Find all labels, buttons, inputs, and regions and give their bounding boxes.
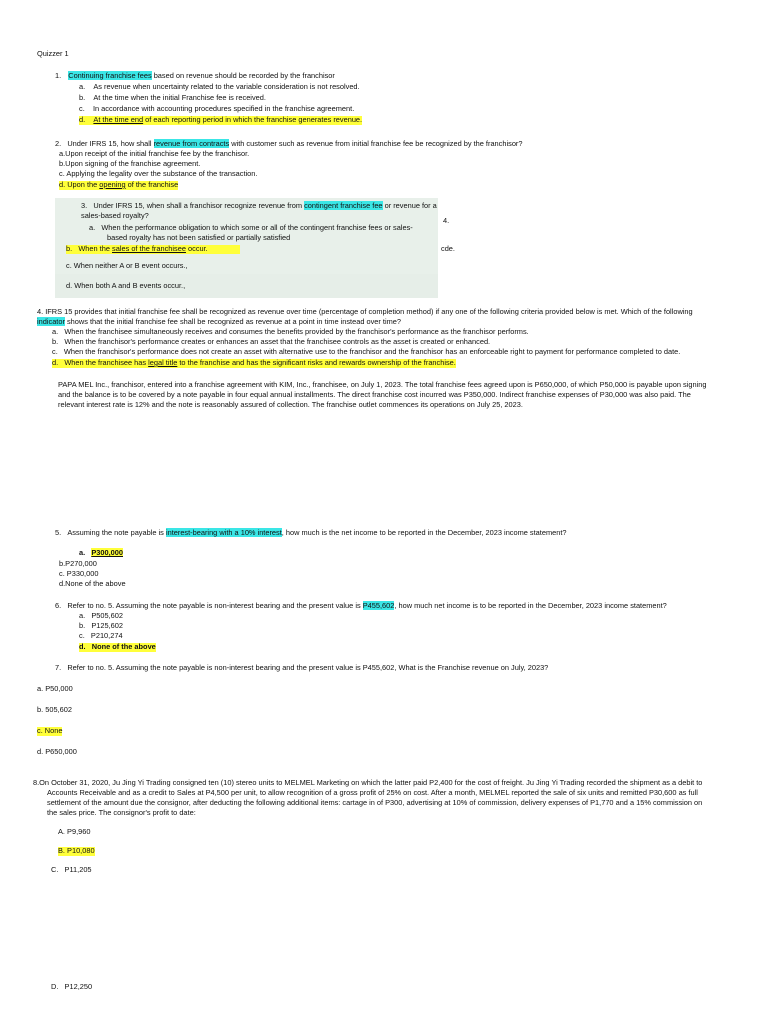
q8-stem-line1: 8.On October 31, 2020, Ju Jing Yi Trading consigned ten (10) stereo units to MELMEL Marketing on which the latter paid P2,400 for the cost of freight. Ju Jing Yi Trading recorded the shipment as a debit to	[33, 778, 703, 787]
q6-option-c: c. P210,274	[79, 631, 123, 640]
q7-stem: 7. Refer to no. 5. Assuming the note payable is non-interest bearing and the present value is P455,602, What is the Franchise revenue on July, 2023?	[55, 663, 549, 672]
document-title: Quizzer 1	[37, 49, 69, 58]
q4-stem-line1: 4. IFRS 15 provides that initial franchise fee shall be recognized as revenue over time (percentage of completion method) if any one of the following criteria provided below is met. Which of the following	[37, 307, 693, 316]
case-paragraph-line3: relevant interest rate is 12% and the note is reasonably assured of collection. The franchise outlet commences its operations on July 25, 2023.	[58, 400, 523, 409]
q3-option-a-line2: based royalty has not been satisfied or partially satisfied	[107, 233, 291, 242]
q2-highlight: revenue from contracts	[153, 139, 230, 148]
q2-option-d-underlined: opening	[99, 180, 126, 189]
q4-option-d-pre: d. When the franchisee has	[52, 358, 149, 367]
q2-option-d-post: of the franchise	[125, 180, 179, 189]
q4-option-d-post: to the franchise and has the significant risks and rewards ownership of the franchise.	[177, 358, 456, 367]
q8-option-b: B. P10,080	[58, 846, 95, 855]
q8-stem-line4: the sales price. The consignor's profit to date:	[47, 808, 196, 817]
q3-option-d: d. When both A and B events occur.,	[66, 281, 186, 290]
q3-stem-pre: 3. Under IFRS 15, when shall a franchisor recognize revenue from	[81, 201, 305, 210]
q5-stem	[55, 529, 567, 538]
case-paragraph-line2: and the balance is to be covered by a note payable in four equal annual installments. The direct franchise cost incurred was P350,000. Indirect franchise expenses of P30,000 was also paid. The	[58, 390, 691, 399]
q2-stem-pre: 2. Under IFRS 15, how shall	[55, 139, 154, 148]
q4-option-b: b. When the franchisor's performance creates or enhances an asset that the franchisee controls as the asset is created or enhanced.	[52, 337, 491, 346]
q4-option-a: a. When the franchisee simultaneously receives and consumes the benefits provided by the franchisor's performance as the franchisor performs.	[52, 327, 529, 336]
q2-stem	[55, 140, 523, 149]
q6-option-a: a. P505,602	[79, 611, 123, 620]
q1-option-d-letter: d.	[79, 115, 94, 124]
q4-stem-line2-rest: shows that the initial franchise fee shall be recognized as revenue at a point in time instead over time?	[64, 317, 401, 326]
q3-option-a-line1: a. When the performance obligation to which some or all of the contingent franchise fees or sales-	[89, 223, 413, 232]
q5-stem-pre: 5. Assuming the note payable is	[55, 528, 166, 537]
q2-option-d-pre: d. Upon the	[59, 180, 100, 189]
q6-highlight: P455,602	[362, 601, 395, 610]
q4-option-d-underlined: legal title	[148, 358, 178, 367]
q5-stem-post: , how much is the net income to be reported in the December, 2023 income statement?	[281, 528, 567, 537]
q3-stem-line2: sales-based royalty?	[81, 211, 149, 220]
q3-side-fragment-1: 4.	[443, 216, 450, 225]
q8-option-d: D. P12,250	[51, 982, 93, 991]
q2-option-c: c. Applying the legality over the substance of the transaction.	[59, 169, 258, 178]
q3-option-b-underlined: sales of the franchisee	[112, 244, 186, 253]
q2-option-a: a.Upon receipt of the initial franchise fee by the franchisor.	[59, 149, 250, 158]
q1-option-a: a. As revenue when uncertainty related to the variable consideration is not resolved.	[79, 82, 360, 91]
q1-stem-rest: based on revenue should be recorded by the franchisor	[151, 71, 335, 80]
q7-option-d: d. P650,000	[37, 747, 77, 756]
q6-stem	[55, 602, 667, 611]
case-paragraph-line1: PAPA MEL Inc., franchisor, entered into a franchise agreement with KIM, Inc., franchisee, on July 1, 2023. The total franchise fees agreed upon is P650,000, of which P50,000 is payable upon signing	[58, 380, 707, 389]
q3-highlight: contingent franchise fee	[304, 201, 383, 210]
q4-option-c: c. When the franchisor's performance does not create an asset with alternative use to the franchisor and the franchisor has an enforceable right to payment for performance completed to date.	[52, 347, 681, 356]
q8-stem-line2: Accounts Receivable and as a credit to Sales at P4,500 per unit, to allow recognition of a gross profit of 25% on cost. After a month, MELMEL reported the sale of six units and remitted P30,600 as full	[47, 788, 698, 797]
q5-option-a-letter: a.	[79, 548, 92, 557]
q5-option-b: b.P270,000	[59, 559, 97, 568]
q4-option-d	[52, 359, 456, 368]
q2-stem-post: with customer such as revenue from initial franchise fee be recognized by the franchisor?	[229, 139, 523, 148]
q1-option-d-underlined: At the time end	[93, 115, 144, 124]
q5-option-d: d.None of the above	[59, 579, 126, 588]
q3-stem	[81, 202, 437, 211]
q6-stem-pre: 6. Refer to no. 5. Assuming the note payable is non-interest bearing and the present value is	[55, 601, 363, 610]
q3-side-fragment-2: cde.	[441, 244, 455, 253]
q3-option-b-pre: b. When the	[66, 244, 113, 253]
q1-option-d	[79, 116, 362, 125]
q3-option-b-post: occur.	[185, 244, 208, 253]
q1-number: 1.	[55, 71, 62, 80]
q1-highlight: Continuing franchise fees	[68, 71, 152, 80]
q3-option-c: c. When neither A or B event occurs.,	[66, 261, 188, 270]
q5-option-a-highlight: P300,000	[91, 548, 123, 557]
q1-option-c: c. In accordance with accounting procedures specified in the franchise agreement.	[79, 104, 355, 113]
q3-stem-post: or revenue for a	[382, 201, 437, 210]
q8-option-c: C. P11,205	[51, 865, 92, 874]
q7-option-c: c. None	[37, 726, 63, 735]
q7-option-b: b. 505,602	[37, 705, 72, 714]
q1-stem	[55, 72, 335, 81]
q2-option-b: b.Upon signing of the franchise agreement.	[59, 159, 201, 168]
q2-option-d	[59, 181, 178, 190]
q4-stem-line2	[37, 318, 401, 327]
q8-stem-line3: settlement of the amount due the consignor, after deducting the following additional items: cartage in of P300, advertising at 10% of commission, delivery expenses of P1,770 and a 15% commission on	[47, 798, 703, 807]
q5-highlight: interest-bearing with a 10% interest	[165, 528, 282, 537]
q7-option-a: a. P50,000	[37, 684, 73, 693]
q5-option-a	[79, 549, 123, 558]
q6-stem-post: , how much net income is to be reported in the December, 2023 income statement?	[394, 601, 667, 610]
q5-option-c: c. P330,000	[59, 569, 99, 578]
q3-option-b	[66, 245, 240, 254]
q1-option-d-rest: of each reporting period in which the franchise generates revenue.	[143, 115, 363, 124]
q8-option-a: A. P9,960	[58, 827, 91, 836]
q6-option-d: d. None of the above	[79, 642, 156, 651]
q1-option-b: b. At the time when the initial Franchise fee is received.	[79, 93, 266, 102]
q4-highlight: indicator	[37, 317, 65, 326]
q6-option-b: b. P125,602	[79, 621, 123, 630]
